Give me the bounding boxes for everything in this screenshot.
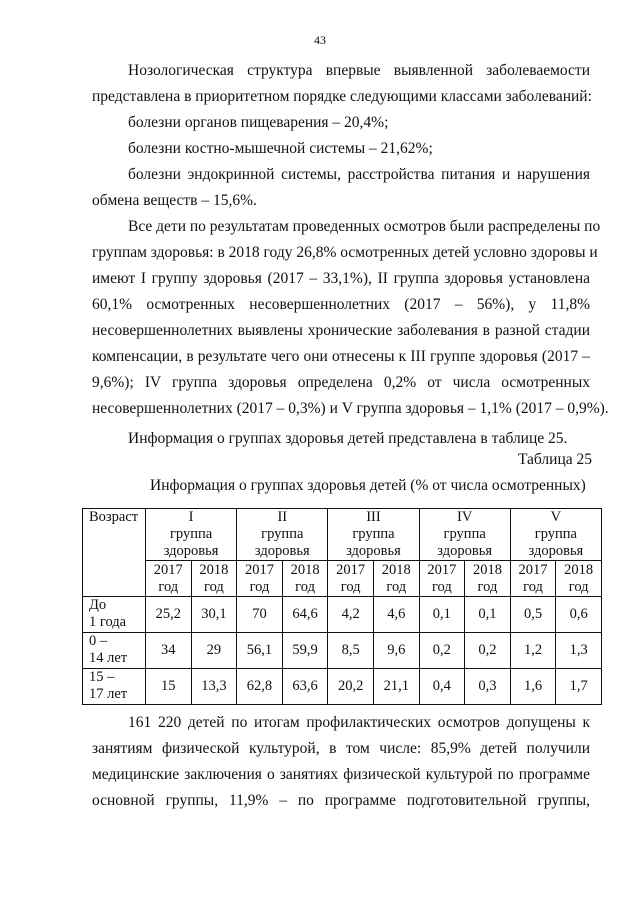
value-cell: 0,1 <box>465 597 511 633</box>
text-line: 9,6%); IV группа здоровья определена 0,2% от числа осмотренных <box>92 374 590 391</box>
value-cell: 20,2 <box>328 669 374 705</box>
text-line: представлена в приоритетном порядке следующими классами заболеваний: <box>92 88 592 105</box>
value-cell: 62,8 <box>237 669 283 705</box>
value-cell: 0,6 <box>556 597 602 633</box>
group-header-cell: I группа здоровья <box>146 509 237 561</box>
value-cell: 1,2 <box>510 633 556 669</box>
text-line: основной группы, 11,9% – по программе подготовительной группы, <box>92 792 590 809</box>
text-line: медицинские заключения о занятиях физической культурой по программе <box>92 766 590 783</box>
year-cell: 2017 год <box>237 561 283 597</box>
year-cell: 2018 год <box>465 561 511 597</box>
value-cell: 70 <box>237 597 283 633</box>
value-cell: 0,2 <box>419 633 465 669</box>
body-text-top <box>92 58 609 452</box>
value-cell: 9,6 <box>373 633 419 669</box>
health-groups-table <box>82 508 602 705</box>
value-cell: 4,2 <box>328 597 374 633</box>
value-cell: 21,1 <box>373 669 419 705</box>
value-cell: 0,4 <box>419 669 465 705</box>
value-cell: 1,6 <box>510 669 556 705</box>
year-cell: 2017 год <box>419 561 465 597</box>
group-header-cell: II группа здоровья <box>237 509 328 561</box>
table-header-row <box>83 509 602 561</box>
value-cell: 4,6 <box>373 597 419 633</box>
table-label: Таблица 25 <box>517 451 592 468</box>
value-cell: 29 <box>191 633 237 669</box>
group-header-cell: IV группа здоровья <box>419 509 510 561</box>
value-cell: 30,1 <box>191 597 237 633</box>
value-cell: 34 <box>146 633 192 669</box>
group-header-cell: III группа здоровья <box>328 509 419 561</box>
body-text-bottom <box>92 710 590 814</box>
year-cell: 2018 год <box>373 561 419 597</box>
text-line: болезни эндокринной системы, расстройства питания и нарушения <box>128 166 590 183</box>
text-line: болезни костно-мышечной системы – 21,62%; <box>128 140 433 157</box>
value-cell: 1,3 <box>556 633 602 669</box>
value-cell: 13,3 <box>191 669 237 705</box>
text-line: обмена веществ – 15,6%. <box>92 192 257 209</box>
text-line: 161 220 детей по итогам профилактических осмотров допущены к <box>128 714 590 731</box>
text-line: группам здоровья: в 2018 году 26,8% осмотренных детей условно здоровы и <box>92 244 598 261</box>
value-cell: 0,1 <box>419 597 465 633</box>
year-cell: 2018 год <box>191 561 237 597</box>
age-cell: 15 – 17 лет <box>83 669 146 705</box>
table-row <box>83 597 602 633</box>
text-line: компенсации, в результате чего они отнесены к III группе здоровья (2017 – <box>92 348 590 365</box>
text-line: Информация о группах здоровья детей представлена в таблице 25. <box>128 430 568 447</box>
page-number: 43 <box>314 33 326 47</box>
age-cell: 0 – 14 лет <box>83 633 146 669</box>
value-cell: 64,6 <box>282 597 328 633</box>
value-cell: 0,2 <box>465 633 511 669</box>
value-cell: 0,3 <box>465 669 511 705</box>
group-header-cell: V группа здоровья <box>510 509 601 561</box>
value-cell: 1,7 <box>556 669 602 705</box>
text-line: Все дети по результатам проведенных осмотров были распределены по <box>128 218 601 235</box>
text-line: болезни органов пищеварения – 20,4%; <box>128 114 389 131</box>
table-row <box>83 633 602 669</box>
age-cell: До 1 года <box>83 597 146 633</box>
year-header-row <box>83 561 602 597</box>
value-cell: 59,9 <box>282 633 328 669</box>
age-header-cell: Возраст <box>83 509 146 597</box>
year-cell: 2018 год <box>556 561 602 597</box>
year-cell: 2018 год <box>282 561 328 597</box>
text-line: несовершеннолетних выявлены хронические заболевания в разной стадии <box>92 322 590 339</box>
value-cell: 63,6 <box>282 669 328 705</box>
text-line: занятиям физической культурой, в том числе: 85,9% детей получили <box>92 740 590 757</box>
year-cell: 2017 год <box>510 561 556 597</box>
value-cell: 8,5 <box>328 633 374 669</box>
text-line: Нозологическая структура впервые выявленной заболеваемости <box>128 62 590 79</box>
value-cell: 15 <box>146 669 192 705</box>
text-line: имеют I группу здоровья (2017 – 33,1%), II группа здоровья установлена <box>92 270 590 287</box>
year-cell: 2017 год <box>146 561 192 597</box>
table-row <box>83 669 602 705</box>
value-cell: 56,1 <box>237 633 283 669</box>
text-line: 60,1% осмотренных несовершеннолетних (2017 – 56%), у 11,8% <box>92 296 590 313</box>
value-cell: 25,2 <box>146 597 192 633</box>
value-cell: 0,5 <box>510 597 556 633</box>
year-cell: 2017 год <box>328 561 374 597</box>
table-title: Информация о группах здоровья детей (% от числа осмотренных) <box>150 477 586 494</box>
text-line: несовершеннолетних (2017 – 0,3%) и V группа здоровья – 1,1% (2017 – 0,9%). <box>92 400 609 417</box>
